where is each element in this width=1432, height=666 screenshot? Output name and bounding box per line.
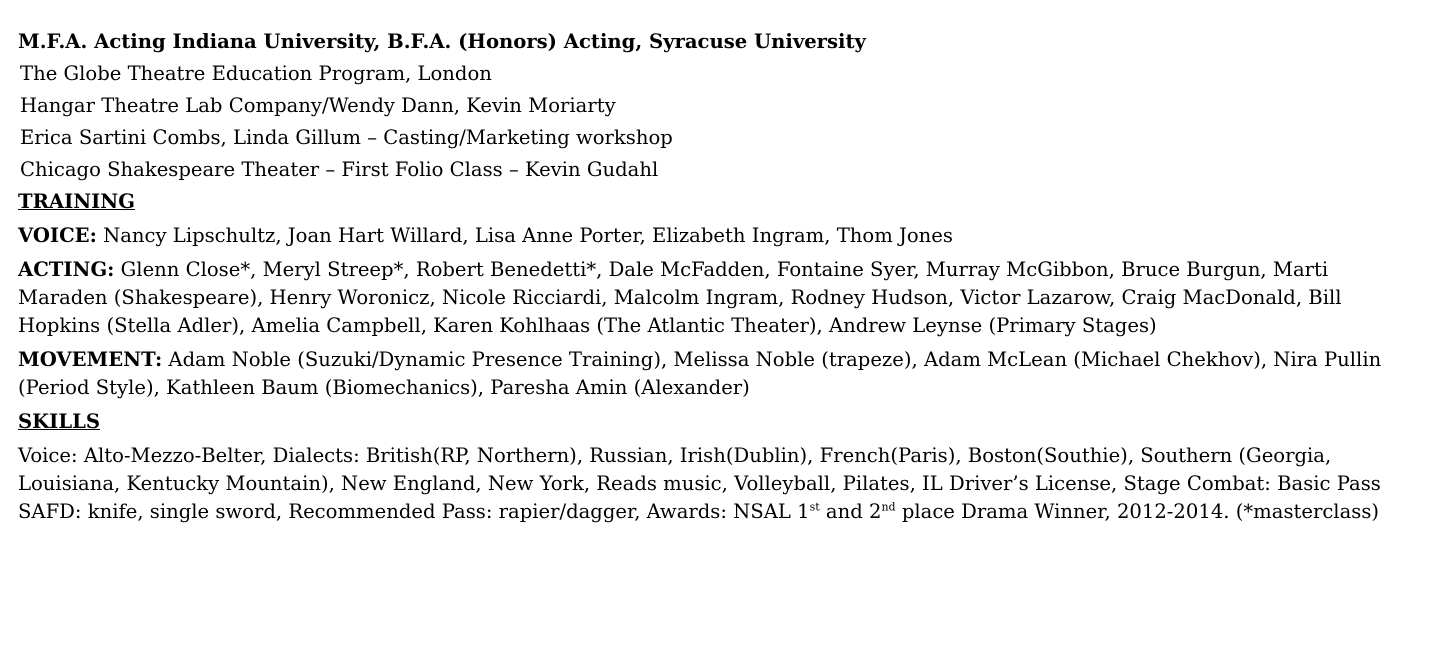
acting-text: Glenn Close*, Meryl Streep*, Robert Benedetti*, Dale McFadden, Fontaine Syer, Murray McGibbon, Bruce Burgun, Marti Maraden (Shakespeare), Henry Woronicz, Nicole Ricciardi, Malcolm Ingram, Rodney Hudson, Victor Lazarow, Craig MacDonald, Bill Hopkins (Stella Adler), Amelia Campbell, Karen Kohlhaas (The Atlantic Theater), Andrew Leynse (Primary Stages) — [18, 258, 1342, 337]
education-line-globe: The Globe Theatre Education Program, London — [20, 62, 492, 85]
degree-separator: , — [373, 30, 388, 53]
training-movement — [18, 346, 1418, 402]
skills-heading: SKILLS — [18, 410, 101, 433]
training-voice — [18, 222, 1418, 250]
movement-label: MOVEMENT: — [18, 348, 163, 371]
movement-text: Adam Noble (Suzuki/Dynamic Presence Training), Melissa Noble (trapeze), Adam McLean (Michael Chekhov), Nira Pullin (Period Style), Kathleen Baum (Biomechanics), Paresha Amin (Alexander) — [18, 348, 1382, 399]
education-line-chicago-shakespeare: Chicago Shakespeare Theater – First Folio Class – Kevin Gudahl — [20, 158, 659, 181]
skills-text-part-2: and 2 — [819, 500, 882, 523]
acting-label: ACTING: — [18, 258, 115, 281]
voice-text: Nancy Lipschultz, Joan Hart Willard, Lisa Anne Porter, Elizabeth Ingram, Thom Jones — [96, 224, 953, 247]
degree-mfa: M.F.A. Acting Indiana University — [18, 30, 374, 53]
skills-text-part-3: place Drama Winner, 2012-2014. (*masterclass) — [895, 500, 1380, 523]
ordinal-st: st — [809, 500, 820, 514]
training-acting — [18, 256, 1418, 340]
degree-bfa: B.F.A. (Honors) Acting, Syracuse University — [387, 30, 866, 53]
skills-text — [18, 442, 1418, 526]
voice-label: VOICE: — [18, 224, 97, 247]
education-line-hangar: Hangar Theatre Lab Company/Wendy Dann, Kevin Moriarty — [20, 94, 616, 117]
education-line-casting-workshop: Erica Sartini Combs, Linda Gillum – Casting/Marketing workshop — [20, 126, 673, 149]
training-heading: TRAINING — [18, 190, 135, 213]
skills-text-part-1: Voice: Alto-Mezzo-Belter, Dialects: British(RP, Northern), Russian, Irish(Dublin), French(Paris), Boston(Southie), Southern (Georgia, Louisiana, Kentucky Mountain), New England, New York, Reads music, Volleyball, Pilates, IL Driver’s License, Stage Combat: Basic Pass SAFD: knife, single sword, Recommended Pass: rapier/dagger, Awards: NSAL 1 — [18, 444, 1381, 523]
education-degrees — [18, 28, 1418, 56]
ordinal-nd: nd — [881, 500, 896, 514]
